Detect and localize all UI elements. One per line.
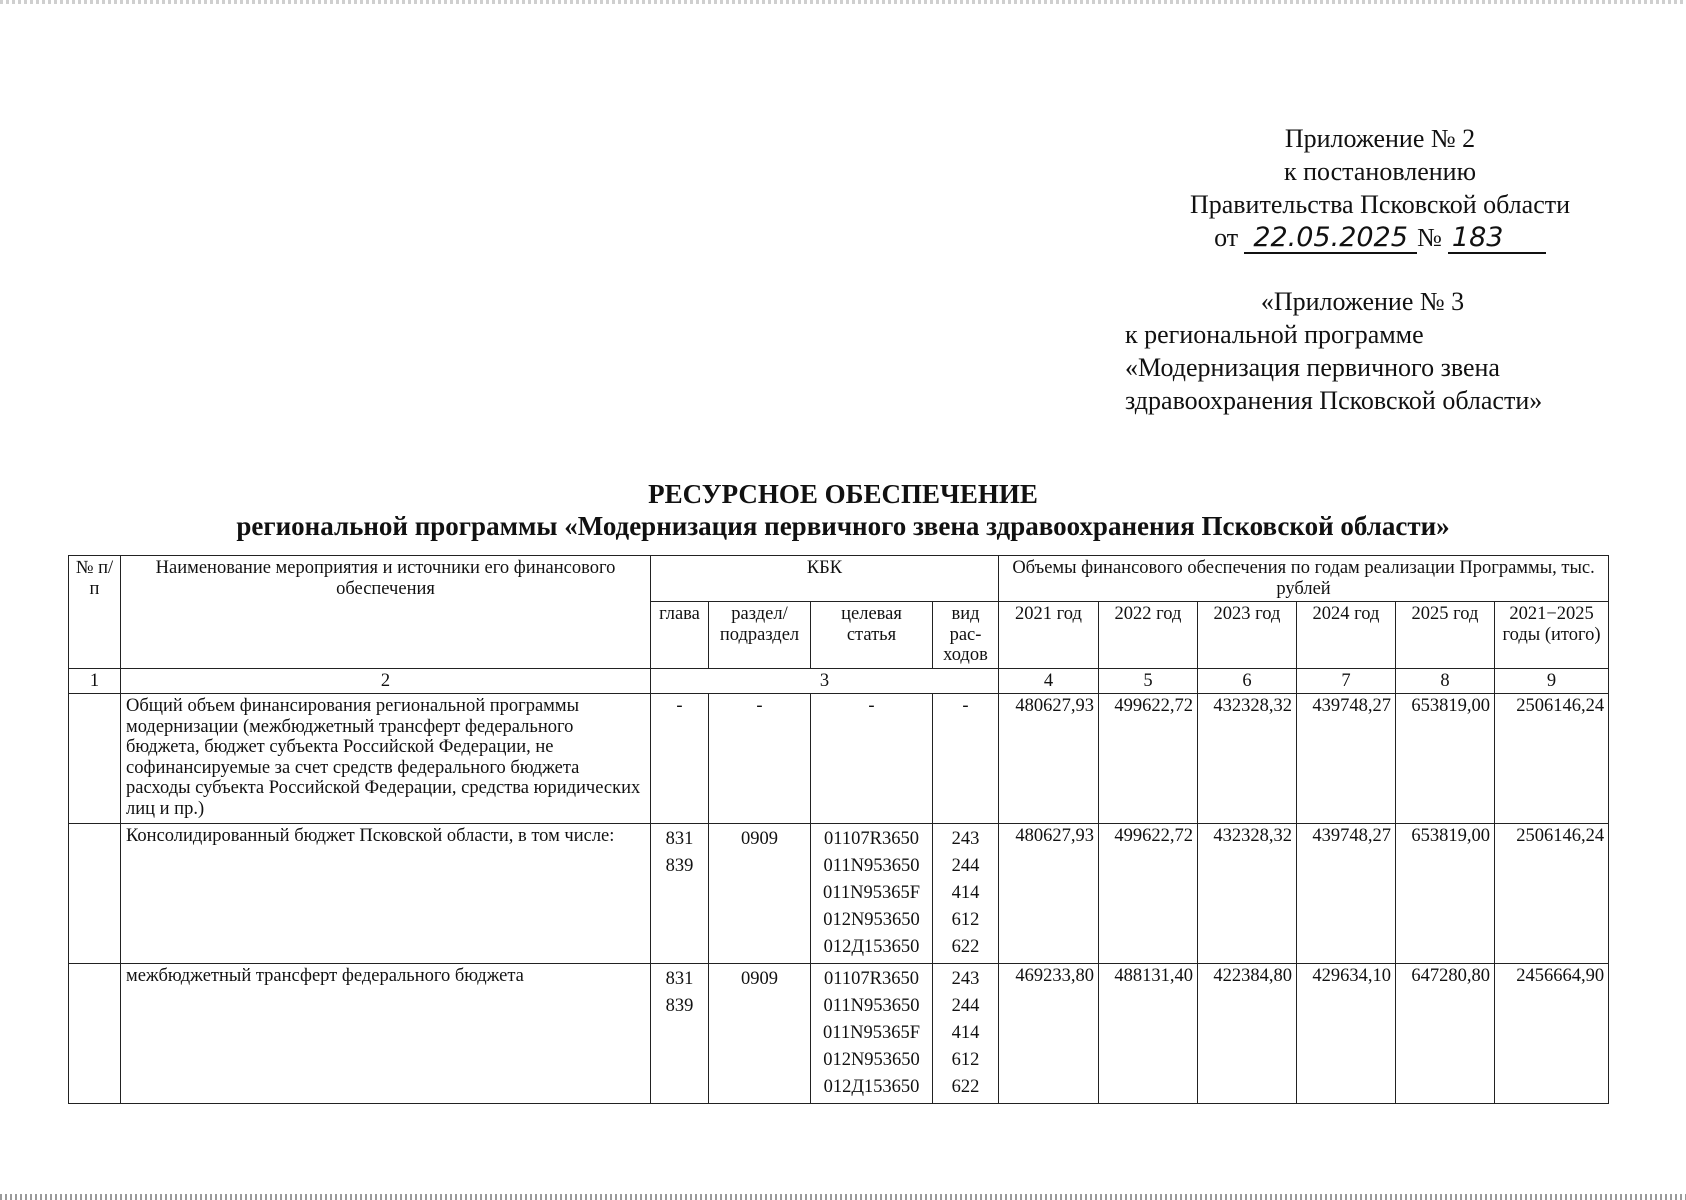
celevaya-code: 012N953650 <box>823 910 920 930</box>
approval-line-1: Приложение № 2 <box>1284 124 1476 153</box>
row-name: Общий объем финансирования региональной программы модернизации (межбюджетный трансферт федерального бюджета, бюджет субъекта Российской Федерации, не софинансируемые за счет средств федерального бюджета расходы субъекта Российской Федерации, средства юридических лиц и пр.) <box>121 694 651 824</box>
row-vid: - <box>933 694 999 824</box>
glava-code: 839 <box>665 856 694 876</box>
row-glava <box>651 824 709 964</box>
annex3-word: региональной <box>1144 320 1298 349</box>
annex3-line-3: здравоохранения Псковской области» <box>1125 386 1543 415</box>
row-2021: 480627,93 <box>999 694 1099 824</box>
document-subtitle: региональной программы «Модернизация первичного звена здравоохранения Псковской области» <box>236 511 1450 541</box>
vid-code: 243 <box>951 829 980 849</box>
column-number: 4 <box>999 668 1099 694</box>
vid-code: 612 <box>951 1050 980 1070</box>
column-number: 8 <box>1396 668 1495 694</box>
annex3-line-1 <box>1125 318 1600 351</box>
row-2023: 432328,32 <box>1198 694 1297 824</box>
celevaya-code: 011N95365F <box>823 883 920 903</box>
document-title: РЕСУРСНОЕ ОБЕСПЕЧЕНИЕ <box>648 479 1038 509</box>
annex3-block <box>1125 285 1600 417</box>
annex3-word: «Модернизация <box>1125 353 1300 382</box>
row-razdel <box>709 824 811 964</box>
approval-line-3: Правительства Псковской области <box>1189 190 1571 219</box>
glava-code: 831 <box>665 829 694 849</box>
vid-code: 622 <box>951 1077 980 1097</box>
row-vid <box>933 964 999 1104</box>
razdel-code: 0909 <box>741 829 778 849</box>
annex3-title: «Приложение № 3 <box>1260 287 1465 316</box>
table-row <box>69 694 1609 824</box>
column-number: 6 <box>1198 668 1297 694</box>
row-glava <box>651 964 709 1104</box>
vid-code: 622 <box>951 937 980 957</box>
row-total: 2506146,24 <box>1495 824 1609 964</box>
row-2025: 653819,00 <box>1396 824 1495 964</box>
row-celevaya <box>811 824 933 964</box>
celevaya-code: 011N95365F <box>823 1023 920 1043</box>
row-vid <box>933 824 999 964</box>
row-2024: 439748,27 <box>1297 694 1396 824</box>
vid-code: 244 <box>951 996 980 1016</box>
row-2022: 499622,72 <box>1099 824 1198 964</box>
column-number: 2 <box>121 668 651 694</box>
resource-table <box>68 555 1609 1104</box>
row-razdel <box>709 964 811 1104</box>
header-name: Наименование мероприятия и источники его финансового обеспечения <box>121 556 651 669</box>
row-2022: 499622,72 <box>1099 694 1198 824</box>
table-row <box>69 964 1609 1104</box>
vid-code: 612 <box>951 910 980 930</box>
header-2021: 2021 год <box>999 602 1099 669</box>
glava-code: 831 <box>665 969 694 989</box>
row-celevaya <box>811 964 933 1104</box>
row-num <box>69 824 121 964</box>
header-glava: глава <box>651 602 709 669</box>
row-glava: - <box>651 694 709 824</box>
column-number: 9 <box>1495 668 1609 694</box>
row-2024: 429634,10 <box>1297 964 1396 1104</box>
table-row <box>69 824 1609 964</box>
handwritten-date: 22.05.2025 <box>1244 224 1417 254</box>
document-title-block <box>80 478 1606 542</box>
column-number: 5 <box>1099 668 1198 694</box>
row-2025: 647280,80 <box>1396 964 1495 1104</box>
row-total: 2506146,24 <box>1495 694 1609 824</box>
annex3-word: звена <box>1440 353 1500 382</box>
row-2023: 422384,80 <box>1198 964 1297 1104</box>
vid-code: 414 <box>951 1023 980 1043</box>
celevaya-code: 011N953650 <box>823 996 920 1016</box>
column-number: 7 <box>1297 668 1396 694</box>
vid-code: 414 <box>951 883 980 903</box>
header-kbk: КБК <box>651 556 999 602</box>
row-razdel: - <box>709 694 811 824</box>
header-celevaya: целевая статья <box>811 602 933 669</box>
annex3-word: первичного <box>1306 353 1435 382</box>
celevaya-code: 012Д153650 <box>823 937 920 957</box>
header-vid: вид рас-ходов <box>933 602 999 669</box>
row-2024: 439748,27 <box>1297 824 1396 964</box>
header-razdel: раздел/ подраздел <box>709 602 811 669</box>
row-total: 2456664,90 <box>1495 964 1609 1104</box>
row-2022: 488131,40 <box>1099 964 1198 1104</box>
celevaya-code: 012N953650 <box>823 1050 920 1070</box>
date-prefix: от <box>1214 223 1239 252</box>
scan-edge-bottom <box>0 1194 1686 1200</box>
razdel-code: 0909 <box>741 969 778 989</box>
vid-code: 243 <box>951 969 980 989</box>
row-2021: 469233,80 <box>999 964 1099 1104</box>
row-name: Консолидированный бюджет Псковской области, в том числе: <box>121 824 651 964</box>
celevaya-code: 011N953650 <box>823 856 920 876</box>
column-number: 1 <box>69 668 121 694</box>
header-volumes: Объемы финансового обеспечения по годам реализации Программы, тыс. рублей <box>999 556 1609 602</box>
celevaya-code: 01107R3650 <box>824 969 919 989</box>
approval-block <box>1160 122 1600 254</box>
annex3-word: к <box>1125 320 1138 349</box>
approval-line-2: к постановлению <box>1283 157 1477 186</box>
row-celevaya: - <box>811 694 933 824</box>
celevaya-code: 012Д153650 <box>823 1077 920 1097</box>
number-prefix: № <box>1417 223 1442 252</box>
column-number-row <box>69 668 1609 694</box>
row-name: межбюджетный трансферт федерального бюджета <box>121 964 651 1104</box>
approval-date-line <box>1160 221 1600 254</box>
header-2023: 2023 год <box>1198 602 1297 669</box>
header-total: 2021−2025 годы (итого) <box>1495 602 1609 669</box>
annex3-word: программе <box>1304 320 1424 349</box>
header-2024: 2024 год <box>1297 602 1396 669</box>
header-2022: 2022 год <box>1099 602 1198 669</box>
row-num <box>69 694 121 824</box>
column-number: 3 <box>651 668 999 694</box>
header-2025: 2025 год <box>1396 602 1495 669</box>
scan-edge-top <box>0 0 1686 4</box>
header-num: № п/п <box>69 556 121 669</box>
annex3-line-2 <box>1125 351 1600 384</box>
glava-code: 839 <box>665 996 694 1016</box>
row-2025: 653819,00 <box>1396 694 1495 824</box>
row-num <box>69 964 121 1104</box>
row-2021: 480627,93 <box>999 824 1099 964</box>
vid-code: 244 <box>951 856 980 876</box>
row-2023: 432328,32 <box>1198 824 1297 964</box>
header-row-1 <box>69 556 1609 602</box>
celevaya-code: 01107R3650 <box>824 829 919 849</box>
handwritten-number: 183 <box>1448 224 1546 254</box>
